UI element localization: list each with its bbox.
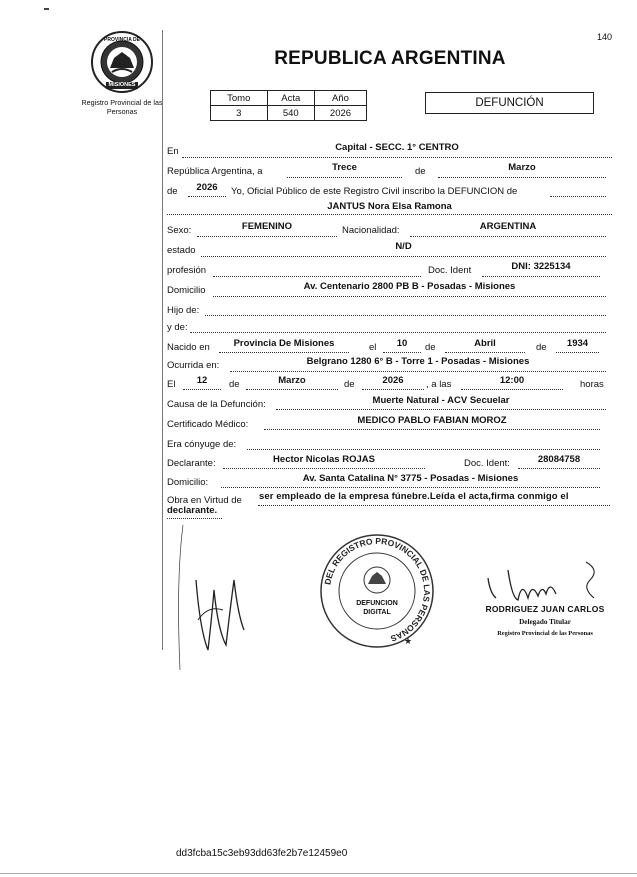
hours-label: horas (580, 379, 604, 390)
page-title: REPUBLICA ARGENTINA (274, 48, 506, 69)
dotted-line (461, 389, 563, 390)
dotted-line (276, 409, 606, 410)
dotted-line (438, 177, 606, 178)
child-of-label: Hijo de: (167, 305, 200, 316)
month-words-value: Marzo (508, 162, 536, 173)
seal-top-text: PROVINCIA DE (104, 37, 140, 43)
table-header: Año (314, 91, 366, 106)
de-label: de (344, 379, 355, 390)
inscription-text: Yo, Oficial Público de este Registro Civil inscribo la DEFUNCION de (231, 186, 518, 197)
nationality-value: ARGENTINA (479, 221, 537, 232)
dotted-line (264, 429, 600, 430)
address2-label: Domicilio: (167, 477, 209, 488)
address-value: Av. Centenario 2800 PB B - Posadas - Misiones (303, 281, 516, 292)
dotted-line (383, 352, 421, 353)
cause-label: Causa de la Defunción: (167, 399, 266, 410)
declarant-signature (168, 520, 258, 680)
death-day-value: 12 (196, 375, 208, 386)
el-label: el (369, 342, 377, 353)
official-signature (478, 558, 608, 608)
born-label: Nacido en (167, 342, 210, 353)
at-label: , a las (426, 379, 452, 390)
dotted-line (518, 468, 600, 469)
svg-text:★: ★ (404, 636, 413, 646)
stamp-center-text: DEFUNCION DIGITAL (356, 600, 398, 616)
birth-day-value: 10 (396, 338, 408, 349)
province-seal (90, 30, 154, 94)
dotted-line (205, 315, 606, 316)
El-label: El (167, 379, 176, 390)
death-year-value: 2026 (382, 375, 404, 386)
cause-value: Muerte Natural - ACV Secuelar (372, 395, 510, 406)
dotted-line (410, 236, 606, 237)
dotted-line (287, 177, 402, 178)
spouse-label: Era cónyuge de: (167, 439, 237, 450)
signatory-name: RODRIGUEZ JUAN CARLOS (485, 604, 605, 614)
de-label: de (415, 166, 426, 177)
obra-text2: declarante. (167, 505, 218, 516)
deceased-name: JANTUS Nora Elsa Ramona (327, 201, 452, 212)
dotted-line (167, 518, 222, 519)
de-label: de (536, 342, 547, 353)
dotted-line (230, 371, 606, 372)
table-cell: 2026 (314, 106, 366, 121)
stamp-icon (318, 532, 436, 650)
table-cell: 540 (267, 106, 314, 121)
signature-icon (168, 520, 258, 680)
dotted-line (247, 449, 600, 450)
bottom-rule (0, 873, 637, 874)
nationality-label: Nacionalidad: (342, 225, 400, 236)
dotted-line (201, 256, 606, 257)
day-words-value: Trece (332, 162, 357, 173)
dotted-line (362, 389, 424, 390)
dotted-line (213, 276, 421, 277)
marital-label: estado (167, 245, 196, 256)
doc-type-box (425, 92, 594, 114)
dotted-line (213, 296, 606, 297)
table-cell: 3 (211, 106, 268, 121)
doc-ident-label: Doc. Ident (428, 265, 472, 276)
address-label: Domicilio (167, 285, 206, 296)
address2-value: Av. Santa Catalina N° 3775 - Posadas - Misiones (302, 473, 519, 484)
sex-value: FEMENINO (241, 221, 293, 232)
declarant-value: Hector Nicolas ROJAS (273, 454, 375, 465)
registry-name: Registro Provincial de las Personas (81, 98, 163, 116)
seal-bottom-text: MISIONES (108, 82, 136, 88)
occurred-label: Ocurrida en: (167, 360, 220, 371)
en-label: En (167, 146, 179, 157)
corner-mark (44, 8, 49, 10)
birthplace-value: Provincia De Misiones (233, 338, 335, 349)
table-header: Acta (267, 91, 314, 106)
document-hash: dd3fcba15c3eb93dd63fe2b7e12459e0 (176, 848, 348, 859)
de-label: de (425, 342, 436, 353)
birth-month-value: Abril (474, 338, 496, 349)
birth-year-value: 1934 (566, 338, 589, 349)
death-month-value: Marzo (278, 375, 306, 386)
de-label: de (229, 379, 240, 390)
signatory-role: Delegado Titular (519, 618, 571, 626)
place-value: Capital - SECC. 1° CENTRO (335, 142, 459, 153)
dotted-line (482, 276, 600, 277)
dotted-line (197, 236, 337, 237)
marital-value: N/D (395, 241, 412, 252)
death-time-value: 12:00 (499, 375, 525, 386)
signature-icon (478, 558, 608, 608)
dotted-line (219, 352, 349, 353)
de-label: de (167, 186, 178, 197)
dotted-line (445, 352, 525, 353)
dotted-line (550, 196, 606, 197)
doc-ident2-label: Doc. Ident: (464, 458, 510, 469)
certificate-value: MEDICO PABLO FABIAN MOROZ (357, 415, 507, 426)
dotted-line (188, 196, 226, 197)
margin-line (162, 30, 163, 650)
dotted-line (556, 352, 599, 353)
dotted-line (246, 389, 338, 390)
declarant-label: Declarante: (167, 458, 216, 469)
signatory-org: Registro Provincial de las Personas (497, 630, 593, 637)
dotted-line (183, 389, 221, 390)
sex-label: Sexo: (167, 225, 192, 236)
doc-type: DEFUNCIÓN (475, 97, 544, 109)
obra-label: Obra en Virtud de (167, 495, 242, 506)
dotted-line (223, 468, 425, 469)
digital-stamp (318, 532, 436, 650)
and-of-label: y de: (167, 322, 188, 333)
death-place-value: Belgrano 1280 6° B - Torre 1 - Posadas - Misiones (306, 356, 530, 367)
dotted-line (190, 332, 606, 333)
dotted-line (258, 505, 610, 506)
stamp-ring-text: DEL REGISTRO PROVINCIAL DE LAS PERSONAS (322, 535, 433, 644)
reference-table (210, 90, 367, 121)
republica-label: República Argentina, a (167, 166, 263, 177)
dotted-line (167, 214, 612, 215)
profession-label: profesión (167, 265, 207, 276)
doc-ident2-value: 28084758 (537, 454, 581, 465)
year-value: 2026 (196, 182, 218, 193)
doc-ident-value: DNI: 3225134 (511, 261, 571, 272)
dotted-line (221, 487, 600, 488)
page-number: 140 (597, 32, 613, 42)
certificate-label: Certificado Médico: (167, 419, 249, 430)
obra-text: ser empleado de la empresa fúnebre.Leída el acta,firma conmigo el (259, 491, 569, 502)
table-header: Tomo (211, 91, 268, 106)
dotted-line (182, 157, 612, 158)
